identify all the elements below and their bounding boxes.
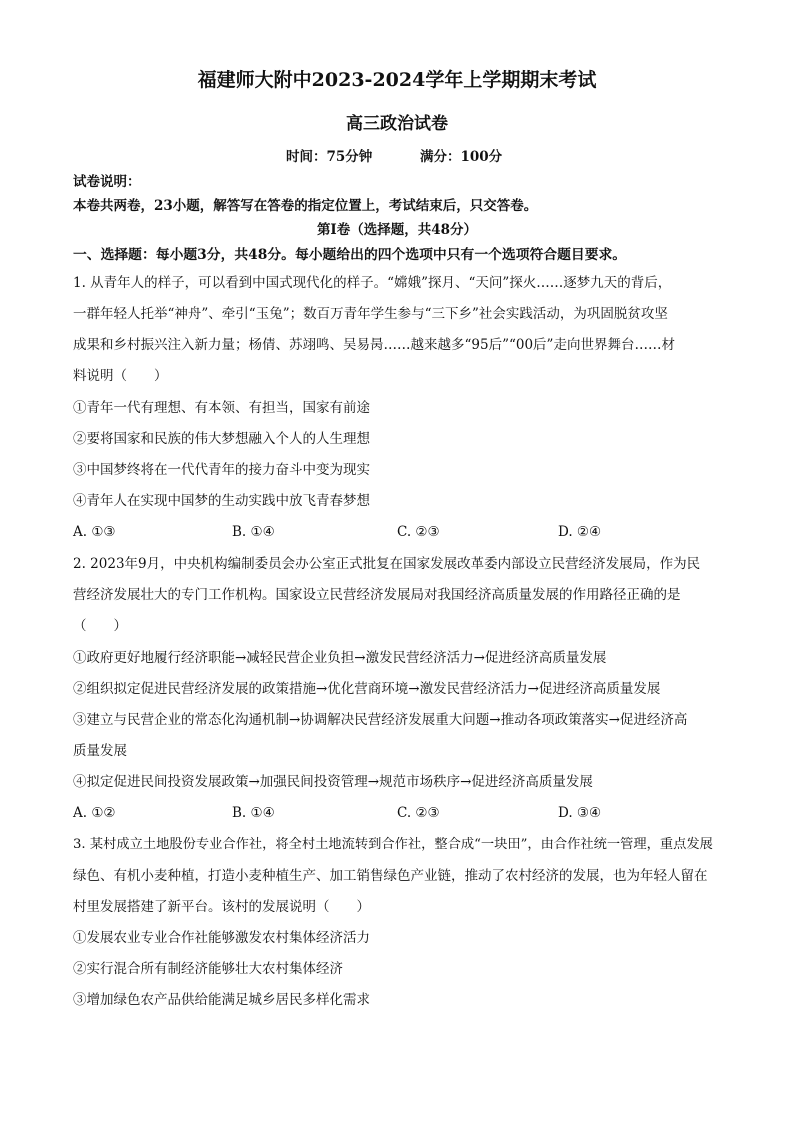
- q2-item-3: ③建立与民营企业的常态化沟通机制→协调解决民营经济发展重大问题→推动各项政策落实→促进经济高: [73, 712, 688, 728]
- q2-item-4: ④拟定促进民间投资发展政策→加强民间投资管理→规范市场秩序→促进经济高质量发展: [73, 774, 593, 790]
- q3-item-3: ③增加绿色农产品供给能满足城乡居民多样化需求: [73, 992, 370, 1008]
- instructions-text: 本卷共两卷，23小题，解答写在答卷的指定位置上，考试结束后，只交答卷。: [73, 198, 538, 214]
- q1-item-2: ②要将国家和民族的伟大梦想融入个人的人生理想: [73, 431, 370, 447]
- instructions-label: 试卷说明：: [73, 174, 141, 190]
- q1-line-4: 料说明（ ）: [73, 368, 168, 384]
- q3-line-3: 村里发展搭建了新平台。该村的发展说明（ ）: [73, 899, 370, 915]
- q1-item-4: ④青年人在实现中国梦的生动实践中放飞青春梦想: [73, 493, 370, 509]
- q2-option-a: A. ①②: [73, 805, 116, 821]
- q1-line-1: 1. 从青年人的样子，可以看到中国式现代化的样子。“嫦娥”探月、“天问”探火……逐梦九天的背后，: [73, 275, 672, 291]
- q1-option-c: C. ②③: [397, 524, 440, 540]
- q1-line-2: 一群年轻人托举“神舟”、牵引“玉兔”；数百万青年学生参与“三下乡”社会实践活动，为巩固脱贫攻坚: [73, 306, 668, 322]
- q2-option-d: D. ③④: [558, 805, 602, 821]
- section-heading: 一、选择题：每小题3分，共48分。每小题给出的四个选项中只有一个选项符合题目要求。: [73, 247, 627, 263]
- q3-item-2: ②实行混合所有制经济能够壮大农村集体经济: [73, 961, 343, 977]
- q3-line-1: 3. 某村成立土地股份专业合作社，将全村土地流转到合作社，整合成“一块田”，由合作社统一管理，重点发展: [73, 837, 713, 852]
- q2-item-2: ②组织拟定促进民营经济发展的政策措施→优化营商环境→激发民营经济活力→促进经济高质量发展: [73, 681, 661, 697]
- q3-line-2: 绿色、有机小麦种植，打造小麦种植生产、加工销售绿色产业链，推动了农村经济的发展，也为年轻人留在: [73, 868, 708, 884]
- q2-line-3: （ ）: [73, 618, 127, 634]
- volume-heading: 第Ⅰ卷（选择题，共48分）: [316, 222, 478, 238]
- q2-line-2: 营经济发展壮大的专门工作机构。国家设立民营经济发展局对我国经济高质量发展的作用路径正确的是: [73, 587, 681, 603]
- exam-subtitle: 高三政治试卷: [346, 114, 448, 134]
- q3-item-1: ①发展农业专业合作社能够激发农村集体经济活力: [73, 930, 370, 946]
- q2-line-1: 2. 2023年9月，中央机构编制委员会办公室正式批复在国家发展改革委内部设立民营经济发展局，作为民: [73, 556, 701, 572]
- q2-option-c: C. ②③: [397, 805, 440, 821]
- q2-item-3-cont: 质量发展: [73, 743, 127, 759]
- q1-option-a: A. ①③: [73, 524, 116, 540]
- q1-item-1: ①青年一代有理想、有本领、有担当，国家有前途: [73, 400, 370, 416]
- q1-item-3: ③中国梦终将在一代代青年的接力奋斗中变为现实: [73, 462, 370, 478]
- exam-time: 时间：75分钟: [286, 149, 373, 165]
- q1-option-b: B. ①④: [232, 524, 275, 540]
- exam-title: 福建师大附中2023-2024学年上学期期末考试: [197, 69, 597, 91]
- exam-score: 满分：100分: [420, 149, 503, 165]
- q2-option-b: B. ①④: [232, 805, 275, 821]
- q1-line-3: 成果和乡村振兴注入新力量；杨倩、苏翊鸣、吴易昺……越来越多“95后”“00后”走向世界舞台……材: [73, 337, 675, 353]
- q1-option-d: D. ②④: [558, 524, 602, 540]
- q2-item-1: ①政府更好地履行经济职能→减轻民营企业负担→激发民营经济活力→促进经济高质量发展: [73, 650, 607, 666]
